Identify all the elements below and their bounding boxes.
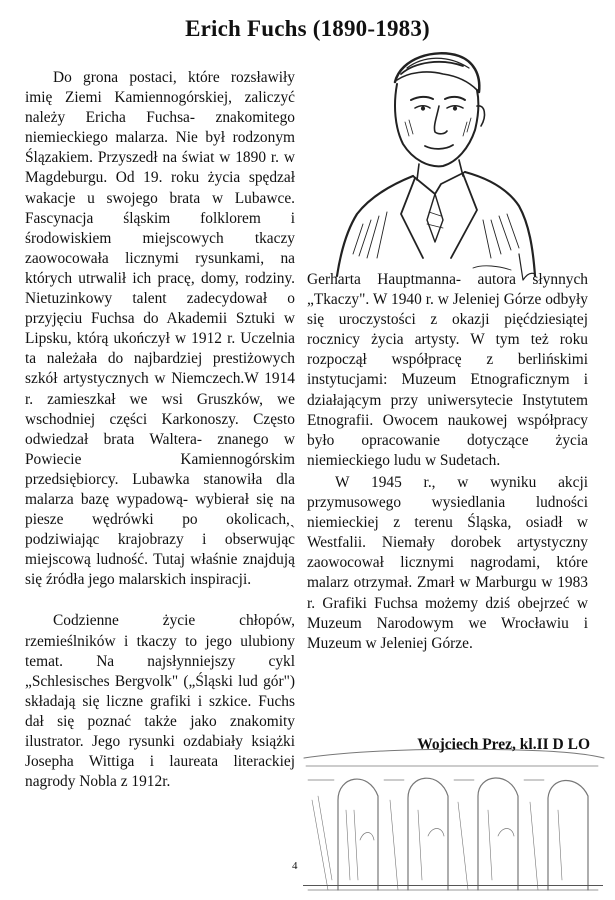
article-title: Erich Fuchs (1890-1983) <box>185 16 430 41</box>
right-column <box>307 270 588 654</box>
portrait-sketch <box>323 44 548 284</box>
right-paragraph-2: W 1945 r., w wyniku akcji przymusowego wysiedlania ludności niemieckiej z terenu Śląska, osiadł w Westfalii. Niemały dorobek artystyczny zaowocował licznymi nagrodami, które malarz otrzymał. Zmarł w Marburgu w 1983 r. Grafiki Fuchsa możemy dziś obejrzeć w Muzeum Narodowym we Wrocławiu i Muzeum w Jeleniej Górze. <box>307 473 588 652</box>
bottom-rule <box>303 885 603 886</box>
left-paragraph-1: Do grona postaci, które rozsławiły imię Ziemi Kamiennogórskiej, zaliczyć należy Ericha Fuchsa- znakomitego niemieckiego malarza. Nie był rodzonym Ślązakiem. Przyszedł na świat w 1890 r. w Magdeburgu. Od 19. roku życia spędzał wakacje u swojego brata w Lubawce. Fascynacja śląskim folklorem i środowiskiem miejscowych tkaczy zaowocowała licznymi rysunkami, na których utrwalił ich pracę, domy, rodziny. Nietuzinkowy talent zadecydował o przyjęciu Fuchsa do Akademii Sztuki w Lipsku, którą ukończył w 1912 r. Uczelnia ta należała do najbardziej prestiżowych szkół artystycznych w Niemczech.W 1914 r. zamieszkał we wsi Gruszków, we wschodniej części Karkonoszy. Często odwiedzał brata Waltera- znanego w Powiecie Kamiennogórskim przedsiębiorcy. Lubawka stanowiła dla malarza bazę wypadową- wybierał się na piesze wędrówki po okolicach,ˏ podziwiając krajobrazy i obserwując miejscową ludność. Tutaj właśnie znajdują się źródła jego malarskich inspiracji. <box>25 69 295 589</box>
left-column <box>25 68 295 792</box>
left-paragraph-2: Codzienne życie chłopów, rzemieślników i tkaczy to jego ulubiony temat. Na najsłynniejszy cykl „Schlesisches Bergvolk" („Śląski lud gór") składają się liczne grafiki i szkice. Fuchs dał się poznać także jako znakomity ilustrator. Jego rysunki ozdabiały książki Josepha Wittiga i laureata literackiej nagrody Nobla z 1912r. <box>25 612 295 791</box>
arcade-sketch <box>298 740 608 895</box>
author-signature: Wojciech Prez, kl.II D LO <box>417 736 590 753</box>
page-number: 4 <box>292 860 298 872</box>
right-paragraph-1: Gerharta Hauptmanna- autora słynnych „Tkaczy". W 1940 r. w Jeleniej Górze odbyły się uroczystości z okazji pięćdziesiątej rocznicy życia artysty. W tym też roku rozpoczął współpracę z berlińskimi instytucjami: Muzeum Etnograficznym i działającym przy uniwersytecie Instytutem Etnografii. Owocem naukowej współpracy było opracowanie dotyczące życia niemieckiego ludu w Sudetach. <box>307 271 588 469</box>
